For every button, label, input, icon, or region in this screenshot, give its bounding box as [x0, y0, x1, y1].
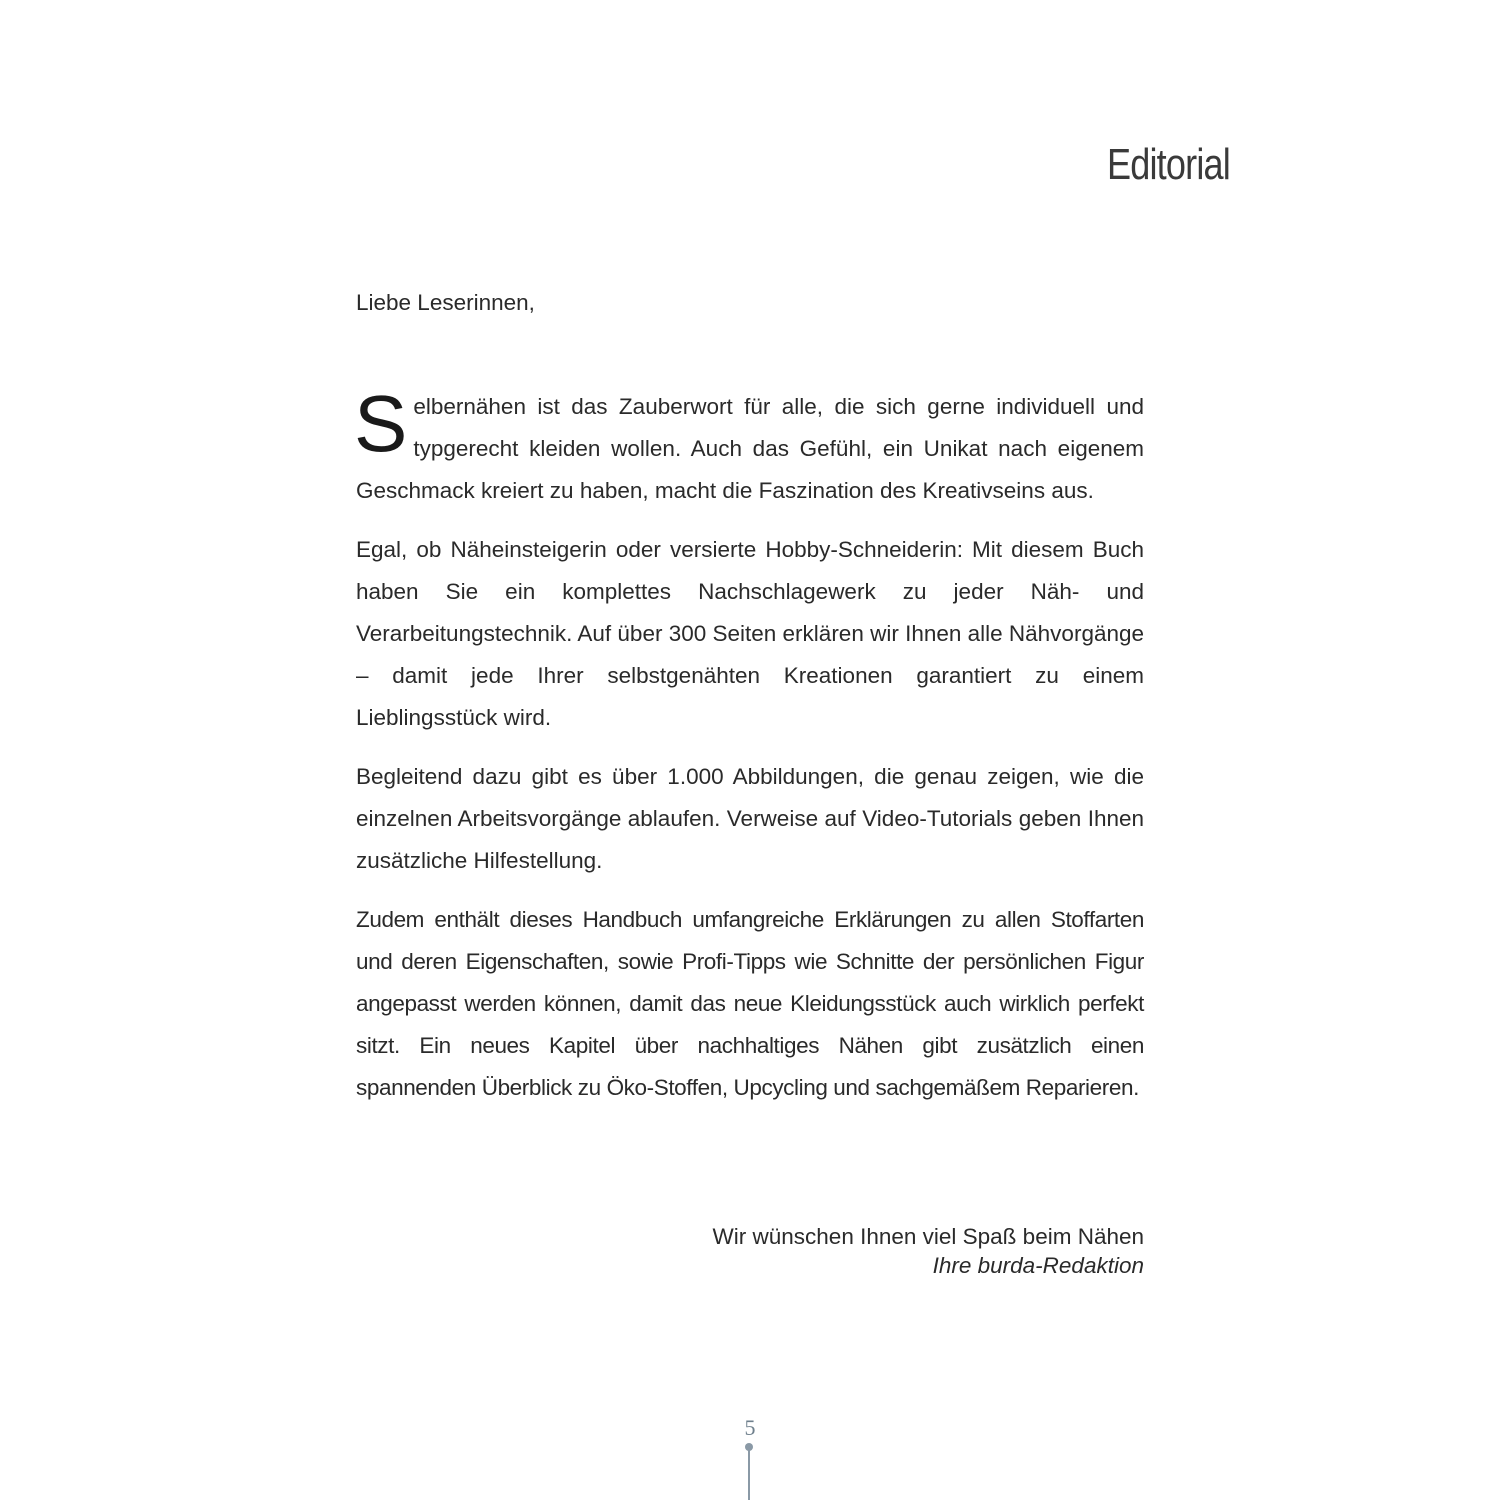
- salutation: Liebe Leserinnen,: [356, 290, 535, 315]
- paragraph-illustrations: Begleitend dazu gibt es über 1.000 Abbildungen, die genau zeigen, wie die einzelnen Arbeitsvorgänge ablaufen. Verweise auf Video-Tutorials geben Ihnen zusätzliche Hilfestellung.: [356, 764, 1144, 873]
- page-title: Editorial: [1107, 140, 1230, 189]
- signoff: [713, 1222, 1144, 1280]
- letter-body: [356, 282, 1144, 1126]
- page-marker-line: [748, 1449, 750, 1500]
- page-number: 5: [744, 1415, 756, 1440]
- paragraph-fabrics: Zudem enthält dieses Handbuch umfangreiche Erklärungen zu allen Stoffarten und deren Eigenschaften, sowie Profi-Tipps wie Schnitte der persönlichen Figur angepasst werden können, damit das neue Kleidungsstück auch wirklich perfekt sitzt. Ein neues Kapitel über nachhaltiges Nähen gibt zusätzlich einen spannenden Überblick zu Öko-Stoffen, Upcycling und sachgemäßem Reparieren.: [356, 907, 1144, 1100]
- paragraph-book-overview: Egal, ob Näheinsteigerin oder versierte Hobby-Schneiderin: Mit diesem Buch haben Sie ein komplettes Nachschlagewerk zu jeder Näh- und Verarbeitungstechnik. Auf über 300 Seiten erklären wir Ihnen alle Nähvorgänge – damit jede Ihrer selbstgenähten Kreationen garantiert zu einem Lieblingsstück wird.: [356, 537, 1145, 730]
- closing-line: Wir wünschen Ihnen viel Spaß beim Nähen: [712, 1224, 1144, 1249]
- paragraph-intro: Selbernähen ist das Zauberwort für alle, die sich gerne individuell und typgerecht kleiden wollen. Auch das Gefühl, ein Unikat nach eigenem Geschmack kreiert zu haben, macht die Faszination des Kreativseins aus.: [354, 379, 1144, 503]
- signature: Ihre burda-Redaktion: [932, 1253, 1144, 1278]
